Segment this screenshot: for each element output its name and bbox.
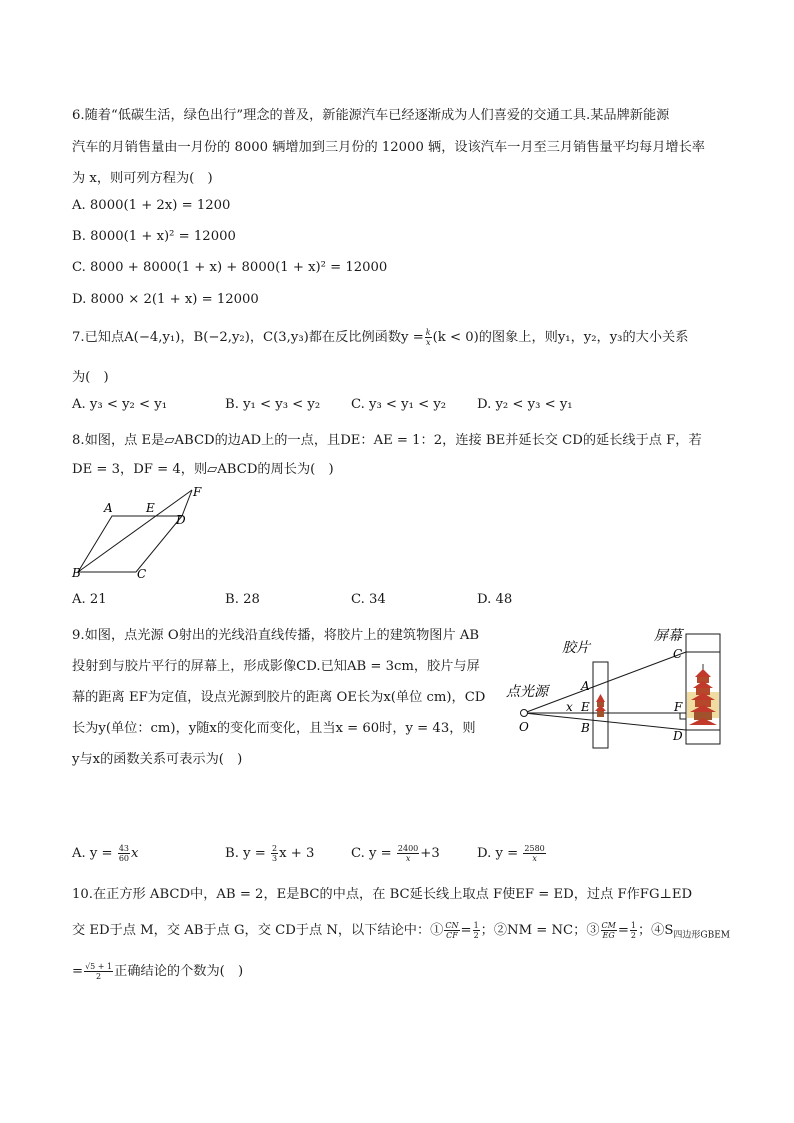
q8-label-b: B	[72, 566, 81, 580]
q9-option-c-prefix: C. y =	[351, 846, 392, 861]
q7-frac-num: k	[425, 328, 431, 337]
q9-option-a-suffix: x	[131, 846, 139, 861]
q8-label-d: D	[176, 513, 186, 527]
q9-option-d-prefix: D. y =	[477, 846, 519, 861]
q8-parallelogram-abcd	[78, 516, 182, 572]
q7-fraction	[425, 328, 432, 347]
q9-stem-line4: 长为y(单位：cm)，y随x的变化而变化，且当x = 60时，y = 43，则	[72, 721, 476, 736]
q10-part-b: =	[460, 923, 472, 938]
q10-frac2-den: 2	[473, 931, 479, 940]
q9-option-d	[477, 844, 547, 863]
q9-label-c: C	[673, 647, 683, 661]
q7-stem-part1: 7.已知点A(−4,y₁)，B(−2,y₂)，C(3,y₃)都在反比例函数y =	[72, 330, 424, 345]
q9-option-a-prefix: A. y =	[72, 846, 113, 861]
q7-option-b: B. y₁ < y₃ < y₂	[225, 397, 321, 412]
q9-label-o: O	[519, 720, 529, 734]
q9-option-c-num: 2400	[397, 844, 419, 853]
q8-option-a: A. 21	[72, 592, 107, 607]
q7-option-c: C. y₃ < y₁ < y₂	[351, 397, 447, 412]
q9-option-c-suffix: +3	[420, 846, 440, 861]
q8-parallelogram-figure	[70, 484, 220, 582]
q9-label-a: A	[581, 679, 590, 693]
q9-option-b	[225, 844, 314, 863]
q6-option-b: B. 8000(1 + x)² = 12000	[72, 229, 236, 244]
q10-frac4-num: 1	[630, 921, 636, 930]
q10-part-c: ；②NM = NC；③	[480, 923, 600, 938]
q9-option-d-den: x	[532, 854, 537, 863]
q10-fraction-half-1	[473, 921, 480, 940]
q9-label-film: 胶片	[562, 640, 590, 656]
q10-part-d: =	[617, 923, 629, 938]
q8-stem-line1: 8.如图，点 E是▱ABCD的边AD上的一点，且DE：AE = 1：2，连接 BE并延长交 CD的延长线于点 F，若	[72, 433, 702, 448]
q9-stem-line2: 投射到与胶片平行的屏幕上，形成影像CD.已知AB = 3cm，胶片与屏	[72, 659, 480, 674]
q9-screen-pagoda-image	[687, 664, 719, 725]
q9-stem-line3: 幕的距离 EF为定值，设点光源到胶片的距离 OE长为x(单位 cm)，CD	[72, 690, 486, 705]
q10-frac4-den: 2	[630, 931, 636, 940]
q7-option-a: A. y₃ < y₂ < y₁	[72, 397, 167, 412]
q9-option-d-fraction	[523, 844, 545, 863]
q9-label-f: F	[674, 700, 683, 714]
q9-label-d: D	[673, 729, 683, 743]
q10-part-a: 交 ED于点 M，交 AB于点 G，交 CD于点 N，以下结论中：①	[72, 923, 444, 938]
q9-option-b-prefix: B. y =	[225, 846, 266, 861]
q10-fraction-half-2	[630, 921, 637, 940]
q10-frac5-num: √5 + 1	[85, 962, 113, 971]
q6-stem-line3: 为 x，则可列方程为( )	[72, 171, 213, 186]
q9-option-c-fraction	[397, 844, 419, 863]
q10-part-f: =	[72, 964, 84, 979]
q9-option-b-den: 3	[271, 854, 278, 863]
q10-frac3-num: CM	[601, 921, 616, 930]
q9-label-light-source: 点光源	[506, 684, 548, 700]
q9-option-a-den: 60	[118, 854, 129, 863]
q8-option-c: C. 34	[351, 592, 386, 607]
q9-ray-od	[524, 713, 686, 730]
q9-option-b-fraction	[271, 844, 278, 863]
q9-label-x: x	[566, 700, 573, 714]
q9-label-e: E	[581, 700, 590, 714]
q10-frac1-num: CN	[445, 921, 459, 930]
q7-frac-den: x	[425, 338, 431, 347]
q9-light-source-point	[521, 710, 528, 717]
q9-option-b-suffix: x + 3	[279, 846, 315, 861]
q8-label-a: A	[104, 501, 113, 515]
q6-option-c: C. 8000 + 8000(1 + x) + 8000(1 + x)² = 12000	[72, 260, 388, 275]
q6-option-a: A. 8000(1 + 2x) = 1200	[72, 198, 231, 213]
q10-fraction-golden	[84, 962, 113, 981]
q9-option-a-num: 43	[118, 844, 129, 853]
q8-option-d: D. 48	[477, 592, 513, 607]
q10-fraction-cm-eg	[601, 921, 617, 940]
q9-option-c	[351, 844, 440, 863]
q10-stem-line3	[72, 960, 243, 981]
q10-area-subscript: 四边形GBEM	[673, 930, 730, 941]
q10-part-g: 正确结论的个数为( )	[114, 964, 244, 979]
q7-stem-part2: (k < 0)的图象上，则y₁，y₂，y₃的大小关系	[432, 330, 689, 345]
q10-frac2-num: 1	[473, 921, 479, 930]
q7-stem-line1	[72, 326, 688, 347]
q9-option-a	[72, 844, 138, 863]
q6-stem-line1: 6.随着“低碳生活，绿色出行”理念的普及，新能源汽车已经逐渐成为人们喜爱的交通工具.某品牌新能源	[72, 108, 670, 123]
q9-projection-figure	[500, 622, 740, 764]
q10-frac5-den: 2	[96, 972, 102, 981]
q10-stem-line2	[72, 919, 730, 941]
q9-label-b: B	[581, 721, 590, 735]
q8-stem-line2: DE = 3，DF = 4，则▱ABCD的周长为( )	[72, 462, 334, 477]
q8-label-c: C	[137, 567, 147, 581]
q9-stem-line1: 9.如图，点光源 O射出的光线沿直线传播，将胶片上的建筑物图片 AB	[72, 628, 480, 643]
q6-option-d: D. 8000 × 2(1 + x) = 12000	[72, 292, 259, 307]
q9-film-pagoda-image	[595, 694, 606, 717]
q9-option-d-num: 2580	[524, 844, 545, 853]
q7-stem-line2: 为( )	[72, 370, 109, 385]
q9-label-screen: 屏幕	[654, 628, 682, 644]
q6-stem-line2: 汽车的月销售量由一月份的 8000 辆增加到三月份的 12000 辆，设该汽车一月至三月销售量平均每月增长率	[72, 140, 705, 155]
q7-option-d: D. y₂ < y₃ < y₁	[477, 397, 573, 412]
q9-stem-line5: y与x的函数关系可表示为( )	[72, 752, 243, 767]
q9-option-b-num: 2	[271, 844, 278, 853]
q10-frac3-den: EG	[602, 931, 615, 940]
q9-option-c-den: x	[405, 854, 411, 863]
q10-fraction-cn-cf	[444, 921, 459, 940]
q8-label-e: E	[146, 501, 155, 515]
q8-option-b: B. 28	[225, 592, 260, 607]
q9-option-a-fraction	[118, 844, 130, 863]
q9-ray-oc	[524, 652, 686, 713]
q8-label-f: F	[193, 485, 202, 499]
q10-stem-line1: 10.在正方形 ABCD中，AB = 2，E是BC的中点，在 BC延长线上取点 F使EF = ED，过点 F作FG⊥ED	[72, 887, 693, 902]
q10-part-e: ；④S	[637, 923, 674, 938]
q8-line-bf	[78, 490, 192, 572]
q10-frac1-den: CF	[446, 931, 458, 940]
